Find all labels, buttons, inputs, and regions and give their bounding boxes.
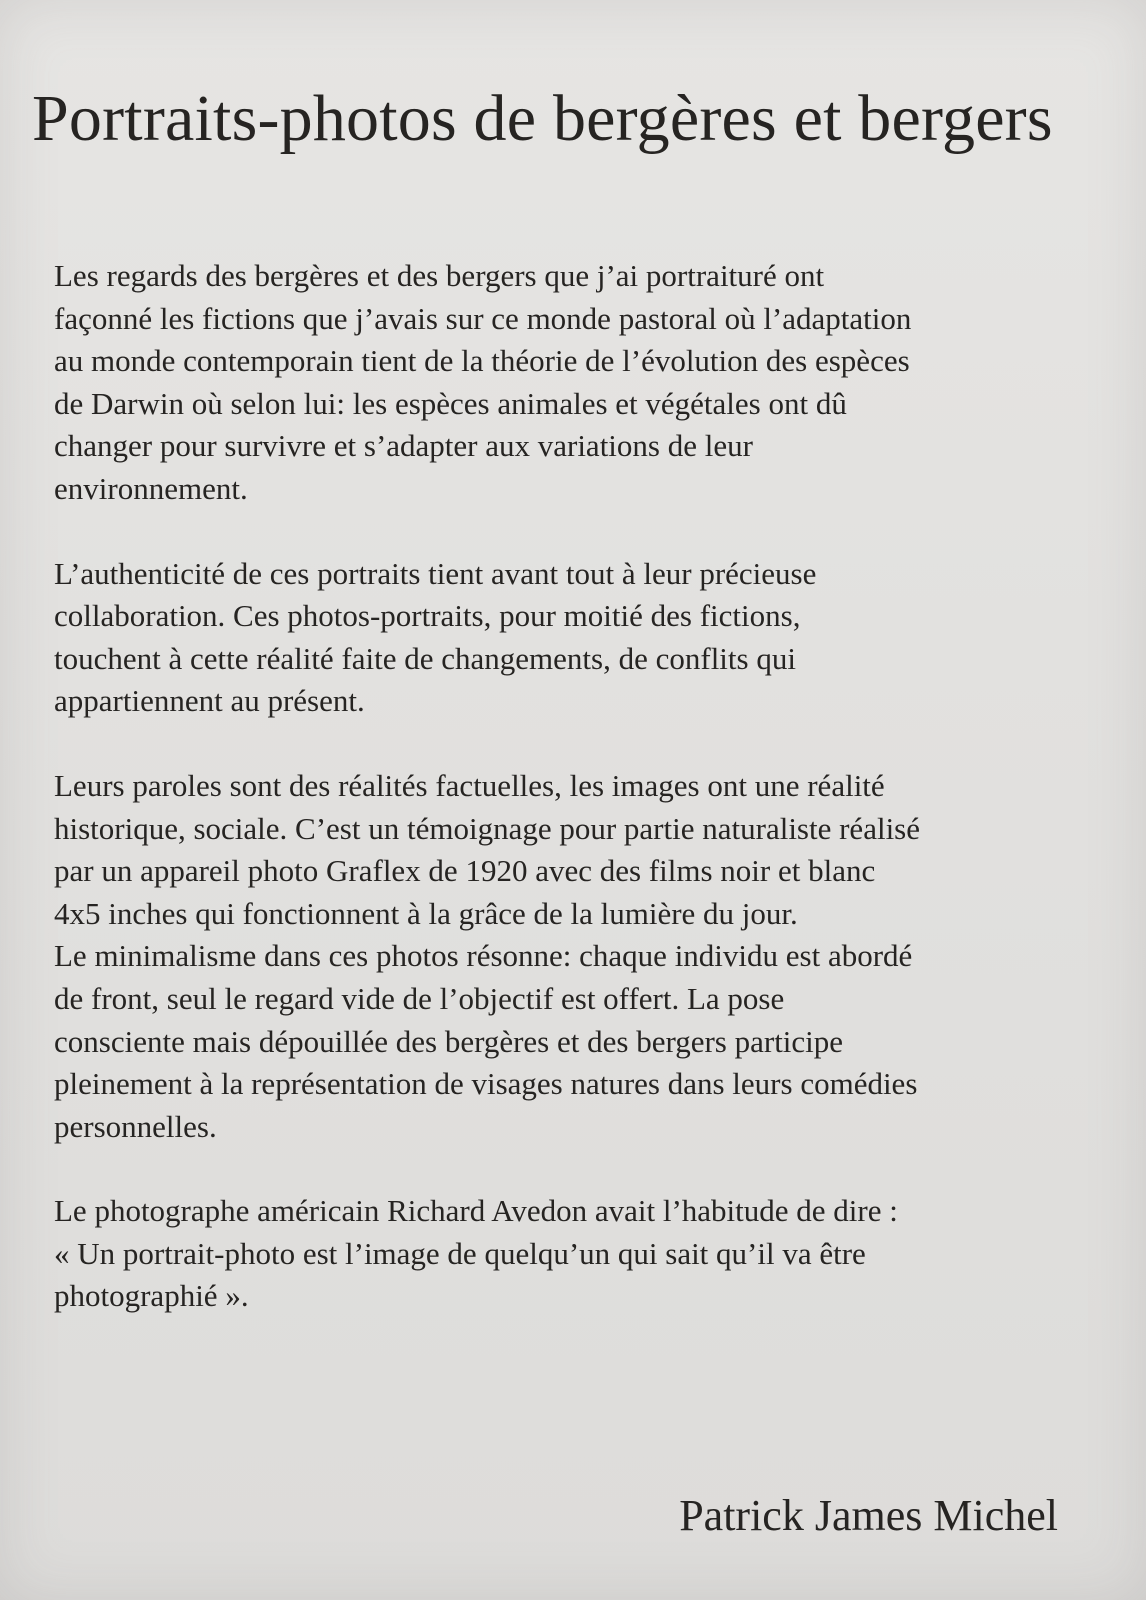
text-line: Les regards des bergères et des bergers que j’ai portraituré ont: [54, 258, 825, 293]
author-signature: Patrick James Michel: [679, 1491, 1058, 1540]
paragraph-2: [54, 553, 1094, 723]
body-text: [54, 255, 1094, 1360]
text-line: pleinement à la représentation de visages natures dans leurs comédies: [54, 1066, 918, 1102]
text-line: de front, seul le regard vide de l’objectif est offert. La pose: [54, 980, 785, 1016]
text-line: personnelles.: [54, 1108, 217, 1144]
text-line: Le photographe américain Richard Avedon avait l’habitude de dire :: [54, 1193, 898, 1229]
paragraph-3: [54, 765, 1094, 1148]
text-line: touchent à cette réalité faite de changements, de conflits qui: [54, 640, 796, 676]
text-line: collaboration. Ces photos-portraits, pour moitié des fictions,: [54, 598, 801, 634]
text-line: changer pour survivre et s’adapter aux variations de leur: [54, 428, 753, 464]
text-line: 4x5 inches qui fonctionnent à la grâce de la lumière du jour.: [54, 895, 798, 931]
text-line: de Darwin où selon lui: les espèces animales et végétales ont dû: [54, 385, 847, 421]
text-line: environnement.: [54, 470, 248, 506]
text-line: « Un portrait-photo est l’image de quelqu’un qui sait qu’il va être: [54, 1235, 866, 1271]
text-line: par un appareil photo Graflex de 1920 avec des films noir et blanc: [54, 853, 876, 889]
text-line: photographié ».: [54, 1278, 249, 1314]
text-line: façonné les fictions que j’avais sur ce monde pastoral où l’adaptation: [54, 300, 912, 336]
page-title: Portraits-photos de bergères et bergers: [32, 82, 1053, 155]
text-line: appartiennent au présent.: [54, 683, 365, 719]
paragraph-4: [54, 1190, 1094, 1318]
text-line: Le minimalisme dans ces photos résonne: chaque individu est abordé: [54, 938, 913, 974]
text-line: au monde contemporain tient de la théorie de l’évolution des espèces: [54, 343, 910, 379]
text-line: consciente mais dépouillée des bergères et des bergers participe: [54, 1023, 844, 1059]
paragraph-1: [54, 255, 1094, 511]
text-line: Leurs paroles sont des réalités factuelles, les images ont une réalité: [54, 767, 885, 803]
text-line: L’authenticité de ces portraits tient avant tout à leur précieuse: [54, 555, 817, 591]
text-line: historique, sociale. C’est un témoignage pour partie naturaliste réalisé: [54, 810, 921, 846]
